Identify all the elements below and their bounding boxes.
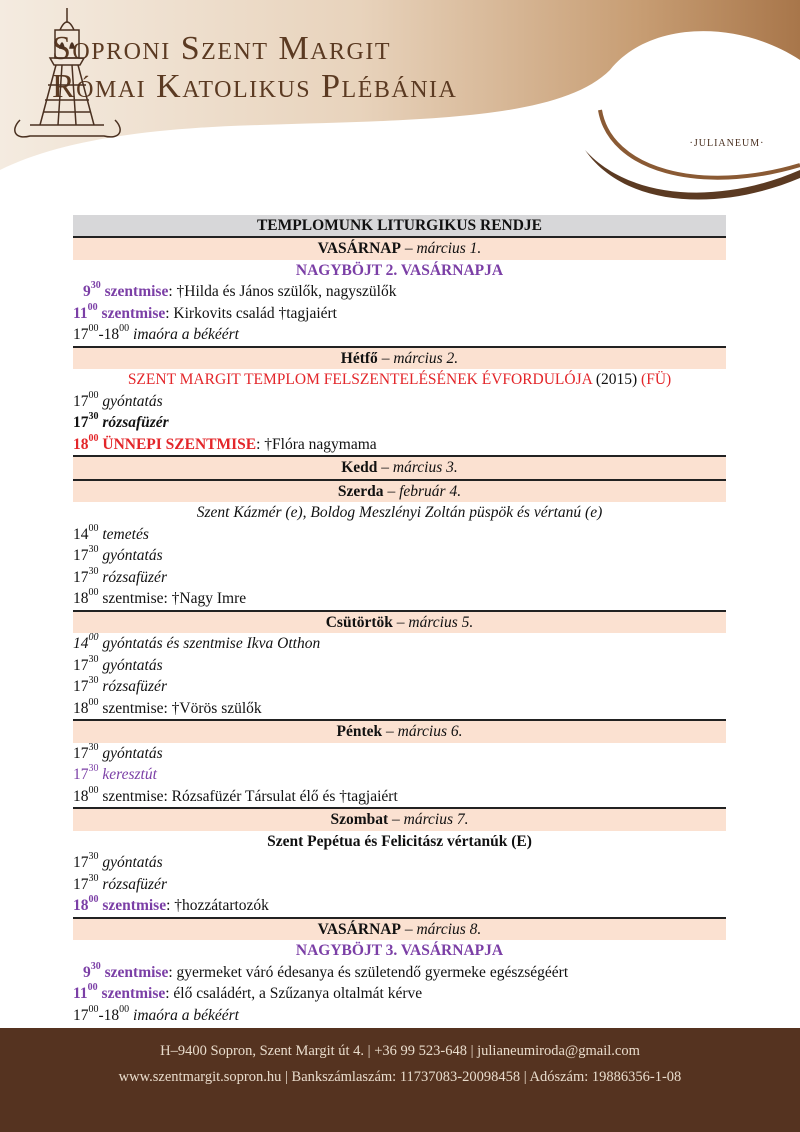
- schedule-item: $18^{00}$ szentmise: †Nagy Imre: [73, 588, 247, 607]
- day-header: Hétfő – március 2.: [73, 346, 726, 370]
- schedule-item: $14^{00}$ gyóntatás és szentmise Ikva Otthon: [73, 633, 321, 652]
- schedule-item: $11^{00}$ szentmise: élő családért, a Szűzanya oltalmát kérve: [73, 983, 423, 1002]
- schedule-item: $17^{00}-18^{00}$ imaóra a békéért: [73, 324, 239, 343]
- schedule-item: $17^{30}$ gyóntatás: [73, 742, 163, 762]
- day-header: VASÁRNAP – március 8.: [73, 917, 726, 941]
- day-header: Szombat – március 7.: [73, 807, 726, 831]
- day-header: Szerda – február 4.: [73, 479, 726, 503]
- schedule-item: $18^{00}$ szentmise: †Vörös szülők: [73, 697, 262, 717]
- celebration: NAGYBÖJT 2. VASÁRNAPJA: [295, 261, 504, 279]
- schedule-item: $9^{30}$ szentmise: gyermeket váró édesanya és születendő gyermeke egészségéért: [83, 961, 569, 981]
- day-header: Péntek – március 6.: [73, 719, 726, 743]
- schedule-item: $17^{30}$ gyóntatás: [73, 654, 163, 674]
- schedule-item: $18^{00}$ ÜNNEPI SZENTMISE: †Flóra nagymama: [73, 433, 377, 453]
- title-line-2: Római Katolikus Plébánia: [52, 68, 458, 105]
- schedule-item: $9^{30}$ szentmise: †Hilda és János szülők, nagyszülők: [83, 281, 397, 300]
- schedule-item: $17^{30}$ gyóntatás: [73, 545, 163, 564]
- schedule-item: $18^{00}$ szentmise: Rózsafüzér Társulat élő és †tagjaiért: [73, 785, 398, 805]
- footer-address-line: H–9400 Sopron, Szent Margit út 4. | +36 99 523-648 | julianeumiroda@gmail.com: [160, 1043, 640, 1059]
- day-header: Kedd – március 3.: [73, 455, 726, 479]
- schedule-item: $14^{00}$ temetés: [73, 523, 149, 543]
- schedule-item: $17^{30}$ rózsafüzér: [73, 873, 167, 893]
- julianeum-bell-tower-logo: [0, 0, 135, 150]
- header: [0, 0, 800, 210]
- schedule-item: $17^{30}$ rózsafüzér: [73, 676, 167, 695]
- schedule: [73, 215, 726, 1026]
- footer-bank-line: www.szentmargit.sopron.hu | Bankszámlaszám: 11737083-20098458 | Adószám: 19886356-1-08: [118, 1069, 682, 1085]
- schedule-item: $17^{30}$ gyóntatás: [73, 852, 163, 871]
- schedule-item: $11^{00}$ szentmise: Kirkovits család †tagjaiért: [73, 302, 337, 322]
- schedule-item: $17^{30}$ rózsafüzér: [73, 412, 169, 431]
- schedule-title: TEMPLOMUNK LITURGIKUS RENDJE: [73, 215, 726, 236]
- day-header: Csütörtök – március 5.: [73, 610, 726, 634]
- schedule-item: $18^{00}$ szentmise: †hozzátartozók: [73, 895, 269, 914]
- title-line-1: Soproni Szent Margit: [52, 30, 392, 67]
- celebration: SZENT MARGIT TEMPLOM FELSZENTELÉSÉNEK ÉVFORDULÓJA (2015) (FÜ): [127, 371, 672, 388]
- celebration: NAGYBÖJT 3. VASÁRNAPJA: [295, 942, 504, 959]
- schedule-item: $17^{30}$ keresztút: [73, 764, 157, 783]
- schedule-item: $17^{00}$ gyóntatás: [73, 390, 163, 410]
- celebration: Szent Pepétua és Felicitász vértanúk (E): [267, 832, 532, 850]
- schedule-item: $17^{00}-18^{00}$ imaóra a békéért: [73, 1004, 239, 1024]
- celebration: Szent Kázmér (e), Boldog Meszlényi Zoltán püspök és vértanú (e): [196, 504, 603, 521]
- schedule-item: $17^{30}$ rózsafüzér: [73, 566, 167, 586]
- footer: [0, 1028, 800, 1132]
- day-header: VASÁRNAP – március 1.: [73, 236, 726, 260]
- logo-text: ·JULIANEUM·: [689, 138, 765, 149]
